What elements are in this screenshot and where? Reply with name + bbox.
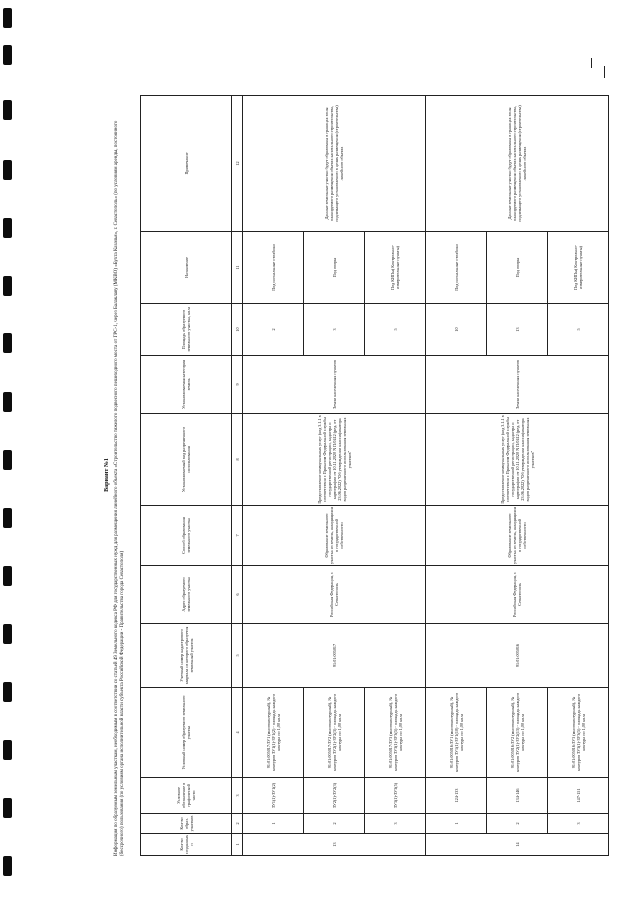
purpose-cell: Под сигнальные столбики (426, 232, 487, 304)
plot-number-cell: 91:01:005016:ЗУ3 (многоконтурный), № контуров ЗУ3(1)-ЗУ3(5) - площадь каждого контура по 1,00 кв.м (548, 688, 609, 778)
note-cell: Данные земельные участки будут образованы в границах зоны планируемого размещения объекта капитального строительства, подлежащего установлению в целях размещения (строительства) линейного объекта (426, 96, 609, 232)
group-number: 13 (243, 834, 426, 856)
plot-number-cell: 91:01:005017:ЗУ3 (многоконтурный), № контуров ЗУ3(1)-ЗУ3(5) - площадь каждого контура по 1,00 кв.м (365, 688, 426, 778)
column-number: 11 (232, 232, 243, 304)
row-index: 1 (426, 814, 487, 834)
area-cell: 10 (426, 304, 487, 356)
row-index: 2 (304, 814, 365, 834)
method-cell: Образование земельного участка из земель, находящихся в государственной собственности (243, 506, 426, 566)
use-cell: Предоставление коммунальных услуг (код 3.1.1 в соответствии с Приказом Федеральной службы государственной регистрации, кадастра и картографии от 10.11.2020 N П/0412 (ред. от 23.06.2022) "Об утверждении классификатора видов разрешенного использования земельных участков" (426, 414, 609, 506)
symbol-cell: 147-151 (548, 778, 609, 814)
symbol-cell: 134-146 (487, 778, 548, 814)
header-cell: Кол-во созданных п (141, 834, 232, 856)
table-row (426, 96, 487, 856)
header-cell: Устанавливаемая категория земель (141, 356, 232, 414)
group-number: 14 (426, 834, 609, 856)
binder-hole (3, 392, 12, 412)
column-number: 1 (232, 834, 243, 856)
header-cell: Назначение (141, 232, 232, 304)
category-cell: Земли населенных пунктов (426, 356, 609, 414)
binder-hole (3, 798, 12, 818)
method-cell: Образование земельного участка из земель, находящихся в государственной собственности (426, 506, 609, 566)
header-cell: Площадь образуемого земельного участка, кв.м (141, 304, 232, 356)
header-cell: Адрес образуемого земельного участка (141, 566, 232, 624)
row-index: 3 (365, 814, 426, 834)
binder-hole (3, 624, 12, 644)
binder-hole (3, 508, 12, 528)
plot-number-cell: 91:01:005016:ЗУ1 (многоконтурный), № контуров ЗУ1(1)-ЗУ1(10) - площадь каждого контура по 1,00 кв.м (426, 688, 487, 778)
purpose-cell: Под опоры (487, 232, 548, 304)
scan-mark (591, 58, 592, 68)
binder-hole (3, 333, 12, 353)
column-number: 6 (232, 566, 243, 624)
purpose-cell: Под КИПы( Контрольно-измерительные пункты) (365, 232, 426, 304)
area-cell: 3 (304, 304, 365, 356)
binder-hole (3, 740, 12, 760)
binder-hole (3, 856, 12, 876)
row-index: 2 (487, 814, 548, 834)
purpose-cell: Под опоры (304, 232, 365, 304)
document-number: Вариант №1 (104, 458, 110, 492)
use-cell: Предоставление коммунальных услуг (код 3.1.1 в соответствии с Приказом Федеральной службы государственной регистрации, кадастра и картографии от 10.11.2020 N П/0412 (ред. от 23.06.2022) "Об утверждении классификатора видов разрешенного использования земельных участков" (243, 414, 426, 506)
column-number: 7 (232, 506, 243, 566)
column-number: 10 (232, 304, 243, 356)
column-number: 5 (232, 624, 243, 688)
plot-number-cell: 91:01:005017:ЗУ2 (многоконтурный), № контуров ЗУ2(1)-ЗУ2(3) - площадь каждого контура по 1,00 кв.м (304, 688, 365, 778)
header-cell: Способ образования земельного участка (141, 506, 232, 566)
column-number: 12 (232, 96, 243, 232)
symbol-cell: ЗУ3(1)-ЗУ3(5) (365, 778, 426, 814)
column-number: 2 (232, 814, 243, 834)
header-cell: Учетный номер кадастрового квартала из которого образуется земельный участок (141, 624, 232, 688)
scan-mark (604, 66, 605, 78)
column-number-row (232, 96, 243, 856)
binder-hole (3, 566, 12, 586)
area-cell: 13 (487, 304, 548, 356)
area-cell: 5 (365, 304, 426, 356)
binder-hole (3, 100, 12, 120)
category-cell: Земли населенных пунктов (243, 356, 426, 414)
area-cell: 2 (243, 304, 304, 356)
symbol-cell: 124-133 (426, 778, 487, 814)
header-row (141, 96, 232, 856)
quarter-cell: 91:01:005017 (243, 624, 426, 688)
binder-hole (3, 45, 12, 65)
column-number: 4 (232, 688, 243, 778)
column-number: 3 (232, 778, 243, 814)
purpose-cell: Под сигнальные столбики (243, 232, 304, 304)
binder-hole (3, 160, 12, 180)
header-cell: Кол-во образ. участков (141, 814, 232, 834)
address-cell: Российская Федерация, г. Севастополь (243, 566, 426, 624)
symbol-cell: ЗУ1(1)-ЗУ1(2) (243, 778, 304, 814)
binder-hole (3, 450, 12, 470)
header-cell: Примечание (141, 96, 232, 232)
row-index: 3 (548, 814, 609, 834)
address-cell: Российская Федерация, г. Севастополь (426, 566, 609, 624)
land-plots-table (140, 95, 609, 856)
binder-hole (3, 8, 12, 28)
note-cell: Данные земельные участки будут образованы в границах зоны планируемого размещения объекта капитального строительства, подлежащего установлению в целях размещения (строительства) линейного объекта (243, 96, 426, 232)
area-cell: 5 (548, 304, 609, 356)
header-cell: Устанавливаемый вид разрешенного использования (141, 414, 232, 506)
table-row (243, 96, 304, 856)
plot-number-cell: 91:01:005016:ЗУ2 (многоконтурный), № контуров ЗУ2(1)-ЗУ2(13) - площадь каждого контура по 1,00 кв.м (487, 688, 548, 778)
column-number: 9 (232, 356, 243, 414)
binder-hole (3, 276, 12, 296)
quarter-cell: 91:01:005016 (426, 624, 609, 688)
binder-hole (3, 218, 12, 238)
header-cell: Условное обозначение в графической части (141, 778, 232, 814)
rotated-page (98, 90, 618, 860)
binder-holes (3, 0, 15, 905)
document-caption: Информация по образуемым земельным участкам, необходимым в соответствии со статьей 49 Земельного кодекса РФ для государственных нужд для размещения линейного объекта «Строительство тяжелого подвесного пешеходного моста от ГРС-1, через Балаклаву (МКВО) «Бухта Казачья», г. Севастополь» (по условиям аренды, постоянного (бессрочного) пользования (по условиям органа исполнительной власти субъекта Российской Федерации - Правительства города Севастополя) (114, 120, 125, 856)
symbol-cell: ЗУ2(1)-ЗУ2(3) (304, 778, 365, 814)
header-cell: Условный номер образуемого земельного участка (141, 688, 232, 778)
column-number: 8 (232, 414, 243, 506)
binder-hole (3, 682, 12, 702)
plot-number-cell: 91:01:005017:ЗУ1 (многоконтурный), № контуров ЗУ1(1)-ЗУ1(2) - площадь каждого контура по 1,00 кв.м (243, 688, 304, 778)
purpose-cell: Под КИПы( Контрольно-измерительные пункты) (548, 232, 609, 304)
row-index: 1 (243, 814, 304, 834)
